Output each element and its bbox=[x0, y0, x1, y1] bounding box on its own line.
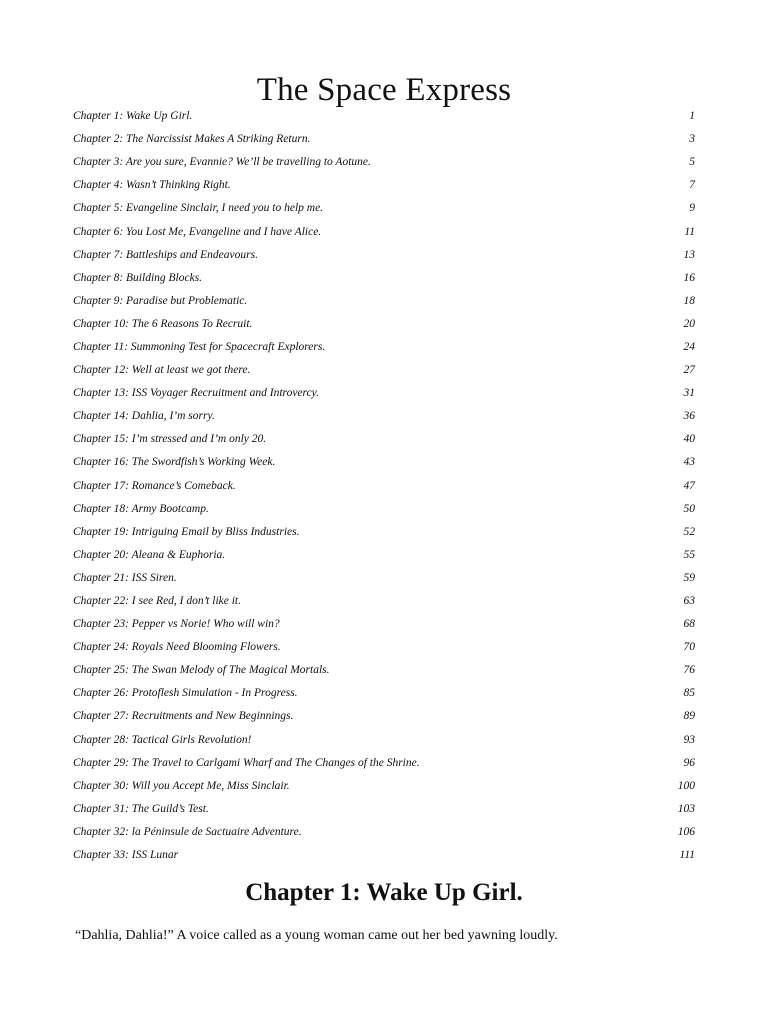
toc-entry-page-number: 100 bbox=[677, 779, 695, 792]
toc-entry bbox=[73, 521, 695, 544]
toc-entry bbox=[73, 174, 695, 197]
toc-entry-title: Chapter 17: Romance’s Comeback. bbox=[73, 479, 236, 492]
toc-entry bbox=[73, 382, 695, 405]
toc-entry-title: Chapter 5: Evangeline Sinclair, I need you to help me. bbox=[73, 202, 324, 215]
toc-entry-title: Chapter 1: Wake Up Girl. bbox=[73, 110, 193, 123]
toc-entry-title: Chapter 14: Dahlia, I’m sorry. bbox=[73, 410, 215, 423]
toc-entry-title: Chapter 30: Will you Accept Me, Miss Sinclair. bbox=[73, 779, 290, 792]
document-title: The Space Express bbox=[256, 72, 512, 108]
toc-entry bbox=[73, 151, 695, 174]
toc-entry-page-number: 63 bbox=[683, 595, 695, 608]
toc-entry-title: Chapter 25: The Swan Melody of The Magical Mortals. bbox=[73, 664, 330, 677]
toc-entry bbox=[73, 821, 695, 844]
toc-entry-page-number: 27 bbox=[683, 364, 695, 377]
toc-entry-page-number: 18 bbox=[683, 294, 695, 307]
toc-entry bbox=[73, 428, 695, 451]
toc-entry-title: Chapter 24: Royals Need Blooming Flowers. bbox=[73, 641, 281, 654]
toc-entry bbox=[73, 729, 695, 752]
toc-entry bbox=[73, 128, 695, 151]
toc-entry-page-number: 76 bbox=[683, 664, 695, 677]
toc-entry bbox=[73, 752, 695, 775]
toc-entry bbox=[73, 197, 695, 220]
toc-entry-page-number: 96 bbox=[683, 756, 695, 769]
toc-entry-page-number: 68 bbox=[683, 618, 695, 631]
toc-entry bbox=[73, 336, 695, 359]
toc-entry-page-number: 13 bbox=[683, 248, 695, 261]
toc-entry-page-number: 20 bbox=[683, 317, 695, 330]
chapter-heading: Chapter 1: Wake Up Girl. bbox=[245, 879, 523, 906]
toc-entry-title: Chapter 10: The 6 Reasons To Recruit. bbox=[73, 317, 253, 330]
toc-entry-page-number: 52 bbox=[683, 525, 695, 538]
toc-entry bbox=[73, 451, 695, 474]
toc-entry-page-number: 36 bbox=[683, 410, 695, 423]
toc-entry-title: Chapter 19: Intriguing Email by Bliss Industries. bbox=[73, 525, 300, 538]
toc-entry-page-number: 47 bbox=[683, 479, 695, 492]
toc-entry bbox=[73, 705, 695, 728]
toc-entry bbox=[73, 359, 695, 382]
toc-entry bbox=[73, 636, 695, 659]
table-of-contents bbox=[73, 105, 695, 867]
toc-entry-title: Chapter 33: ISS Lunar bbox=[73, 849, 179, 862]
toc-entry-title: Chapter 3: Are you sure, Evannie? We’ll be travelling to Aotune. bbox=[73, 156, 371, 169]
toc-entry bbox=[73, 544, 695, 567]
body-paragraph: “Dahlia, Dahlia!” A voice called as a young woman came out her bed yawning loudly. bbox=[75, 928, 558, 943]
toc-entry-page-number: 1 bbox=[689, 110, 695, 123]
toc-entry-title: Chapter 20: Aleana & Euphoria. bbox=[73, 548, 226, 561]
toc-entry-title: Chapter 32: la Péninsule de Sactuaire Adventure. bbox=[73, 825, 302, 838]
toc-entry bbox=[73, 313, 695, 336]
toc-entry-title: Chapter 13: ISS Voyager Recruitment and Introvercy. bbox=[73, 387, 320, 400]
toc-entry-title: Chapter 9: Paradise but Problematic. bbox=[73, 294, 248, 307]
toc-entry bbox=[73, 267, 695, 290]
toc-entry-title: Chapter 11: Summoning Test for Spacecraft Explorers. bbox=[73, 340, 326, 353]
toc-entry-title: Chapter 21: ISS Siren. bbox=[73, 571, 177, 584]
toc-entry-page-number: 11 bbox=[684, 225, 695, 238]
toc-entry-page-number: 103 bbox=[677, 802, 695, 815]
toc-entry bbox=[73, 613, 695, 636]
toc-entry-page-number: 31 bbox=[683, 387, 695, 400]
toc-entry bbox=[73, 798, 695, 821]
toc-entry-title: Chapter 15: I’m stressed and I’m only 20. bbox=[73, 433, 267, 446]
toc-entry-title: Chapter 7: Battleships and Endeavours. bbox=[73, 248, 258, 261]
toc-entry-page-number: 43 bbox=[683, 456, 695, 469]
toc-entry bbox=[73, 590, 695, 613]
toc-entry bbox=[73, 244, 695, 267]
toc-entry bbox=[73, 405, 695, 428]
toc-entry-page-number: 111 bbox=[679, 849, 695, 862]
toc-entry-page-number: 55 bbox=[683, 548, 695, 561]
toc-entry-title: Chapter 23: Pepper vs Norie! Who will win? bbox=[73, 618, 280, 631]
toc-entry-page-number: 7 bbox=[689, 179, 695, 192]
toc-entry-title: Chapter 27: Recruitments and New Beginnings. bbox=[73, 710, 294, 723]
toc-entry-page-number: 9 bbox=[689, 202, 695, 215]
toc-entry-page-number: 40 bbox=[683, 433, 695, 446]
toc-entry-page-number: 16 bbox=[683, 271, 695, 284]
toc-entry-title: Chapter 2: The Narcissist Makes A Striking Return. bbox=[73, 133, 311, 146]
toc-entry-page-number: 89 bbox=[683, 710, 695, 723]
toc-entry-title: Chapter 26: Protoflesh Simulation - In Progress. bbox=[73, 687, 298, 700]
toc-entry bbox=[73, 682, 695, 705]
toc-entry-page-number: 106 bbox=[677, 825, 695, 838]
toc-entry bbox=[73, 105, 695, 128]
toc-entry-page-number: 59 bbox=[683, 571, 695, 584]
toc-entry-page-number: 50 bbox=[683, 502, 695, 515]
toc-entry-title: Chapter 18: Army Bootcamp. bbox=[73, 502, 209, 515]
toc-entry-title: Chapter 6: You Lost Me, Evangeline and I have Alice. bbox=[73, 225, 322, 238]
toc-entry-page-number: 3 bbox=[689, 133, 695, 146]
toc-entry-title: Chapter 16: The Swordfish’s Working Week. bbox=[73, 456, 276, 469]
toc-entry bbox=[73, 659, 695, 682]
toc-entry-page-number: 24 bbox=[683, 340, 695, 353]
toc-entry bbox=[73, 475, 695, 498]
toc-entry-title: Chapter 31: The Guild’s Test. bbox=[73, 802, 209, 815]
toc-entry-page-number: 70 bbox=[683, 641, 695, 654]
toc-entry bbox=[73, 567, 695, 590]
toc-entry bbox=[73, 290, 695, 313]
toc-entry-title: Chapter 4: Wasn’t Thinking Right. bbox=[73, 179, 231, 192]
toc-entry-title: Chapter 8: Building Blocks. bbox=[73, 271, 203, 284]
toc-entry-title: Chapter 28: Tactical Girls Revolution! bbox=[73, 733, 252, 746]
toc-entry-title: Chapter 22: I see Red, I don’t like it. bbox=[73, 595, 241, 608]
toc-entry-page-number: 5 bbox=[689, 156, 695, 169]
toc-entry bbox=[73, 775, 695, 798]
toc-entry-page-number: 93 bbox=[683, 733, 695, 746]
toc-entry bbox=[73, 844, 695, 867]
toc-entry-title: Chapter 12: Well at least we got there. bbox=[73, 364, 251, 377]
toc-entry-page-number: 85 bbox=[683, 687, 695, 700]
toc-entry-title: Chapter 29: The Travel to Carlgami Wharf and The Changes of the Shrine. bbox=[73, 756, 420, 769]
toc-entry bbox=[73, 220, 695, 243]
toc-entry bbox=[73, 498, 695, 521]
